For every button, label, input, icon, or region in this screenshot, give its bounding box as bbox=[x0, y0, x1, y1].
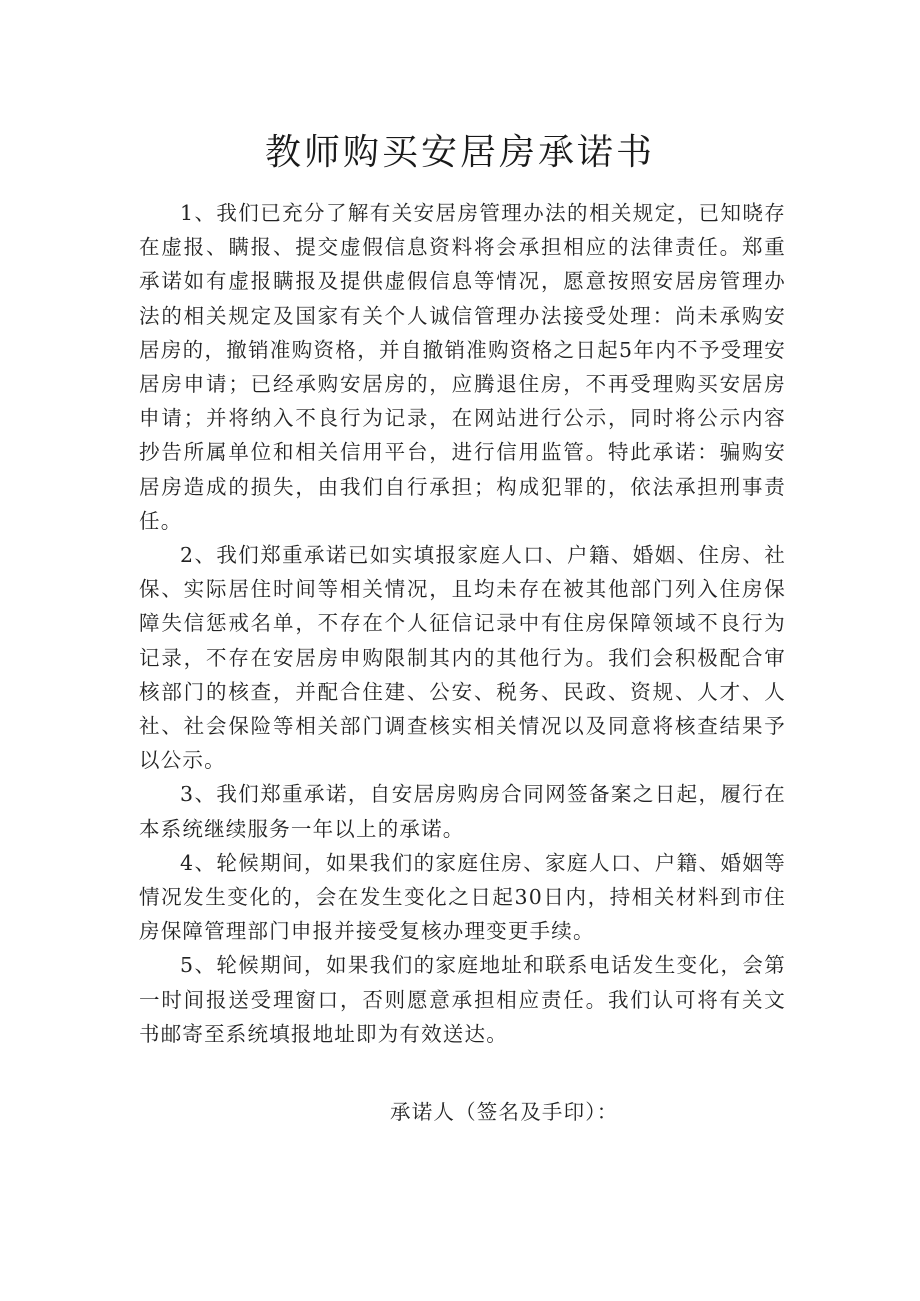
paragraph-1: 1、我们已充分了解有关安居房管理办法的相关规定，已知晓存在虚报、瞒报、提交虚假信息资料将会承担相应的法律责任。郑重承诺如有虚报瞒报及提供虚假信息等情况，愿意按照安居房管理办法的相关规定及国家有关个人诚信管理办法接受处理：尚未承购安居房的，撤销准购资格，并自撤销准购资格之日起5年内不予受理安居房申请；已经承购安居房的，应腾退住房，不再受理购买安居房申请；并将纳入不良行为记录，在网站进行公示，同时将公示内容抄告所属单位和相关信用平台，进行信用监管。特此承诺：骗购安居房造成的损失，由我们自行承担；构成犯罪的，依法承担刑事责任。 bbox=[139, 201, 786, 533]
document-body bbox=[139, 196, 786, 1051]
signature-label: 承诺人（签名及手印）： bbox=[390, 1100, 619, 1124]
document-title: 教师购买安居房承诺书 bbox=[264, 132, 655, 173]
paragraph-4: 4、轮候期间，如果我们的家庭住房、家庭人口、户籍、婚姻等情况发生变化的，会在发生变化之日起30日内，持相关材料到市住房保障管理部门申报并接受复核办理变更手续。 bbox=[139, 850, 786, 944]
paragraph-3: 3、我们郑重承诺，自安居房购房合同网签备案之日起，履行在本系统继续服务一年以上的承诺。 bbox=[139, 782, 786, 841]
paragraph-2: 2、我们郑重承诺已如实填报家庭人口、户籍、婚姻、住房、社保、实际居住时间等相关情况，且均未存在被其他部门列入住房保障失信惩戒名单，不存在个人征信记录中有住房保障领域不良行为记录，不存在安居房申购限制其内的其他行为。我们会积极配合审核部门的核查，并配合住建、公安、税务、民政、资规、人才、人社、社会保险等相关部门调查核实相关情况以及同意将核查结果予以公示。 bbox=[139, 543, 786, 773]
paragraph-5: 5、轮候期间，如果我们的家庭地址和联系电话发生变化，会第一时间报送受理窗口，否则愿意承担相应责任。我们认可将有关文书邮寄至系统填报地址即为有效送达。 bbox=[139, 953, 786, 1046]
